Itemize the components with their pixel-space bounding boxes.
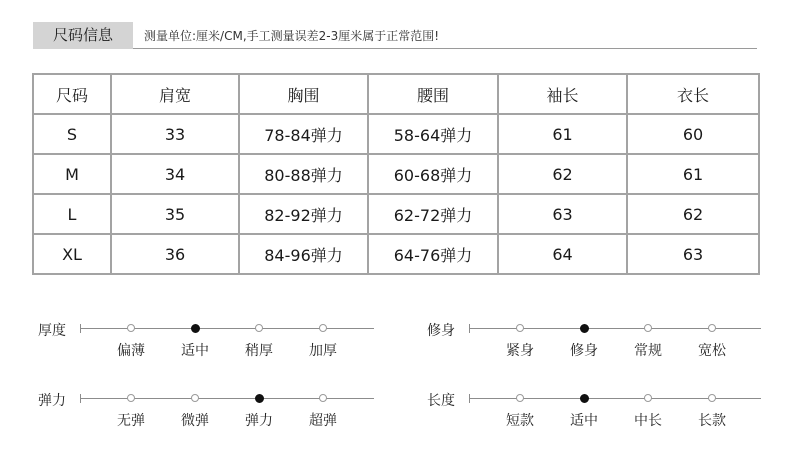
scale-dot: [516, 324, 524, 332]
header-chest: 胸围: [239, 74, 368, 114]
scale-option: 适中: [570, 413, 598, 429]
scale-option: 超弹: [309, 413, 337, 429]
scale-option: 微弹: [181, 413, 209, 429]
cell-waist: 62-72弹力: [368, 194, 498, 234]
section-header: [33, 22, 757, 49]
scale-option: 短款: [506, 413, 534, 429]
cell-size: L: [33, 194, 111, 234]
scale-dot-selected: [580, 324, 589, 333]
header-length: 衣长: [627, 74, 759, 114]
scale-dot: [319, 324, 327, 332]
scale-fit: [427, 320, 767, 370]
cell-waist: 64-76弹力: [368, 234, 498, 274]
scale-length: [427, 390, 767, 440]
table-header-row: [33, 74, 759, 114]
cell-sleeve: 63: [498, 194, 627, 234]
header-divider: [133, 48, 757, 49]
scale-dot: [319, 394, 327, 402]
scale-option: 加厚: [309, 343, 337, 359]
scale-option: 长款: [698, 413, 726, 429]
scale-option: 中长: [634, 413, 662, 429]
cell-size: M: [33, 154, 111, 194]
measurement-note: 测量单位:厘米/CM,手工测量误差2-3厘米属于正常范围!: [144, 29, 440, 43]
cell-length: 62: [627, 194, 759, 234]
cell-shoulder: 33: [111, 114, 239, 154]
scale-dot: [127, 394, 135, 402]
header-size: 尺码: [33, 74, 111, 114]
scale-dot: [708, 394, 716, 402]
header-shoulder: 肩宽: [111, 74, 239, 114]
cell-chest: 84-96弹力: [239, 234, 368, 274]
header-waist: 腰围: [368, 74, 498, 114]
header-sleeve: 袖长: [498, 74, 627, 114]
scale-dot: [516, 394, 524, 402]
scale-label: 厚度: [38, 323, 66, 339]
scale-dot-selected: [191, 324, 200, 333]
scale-dot: [708, 324, 716, 332]
scale-option: 宽松: [698, 343, 726, 359]
scale-label: 弹力: [38, 393, 66, 409]
scale-option: 修身: [570, 343, 598, 359]
table-row: [33, 234, 759, 274]
cell-sleeve: 64: [498, 234, 627, 274]
cell-shoulder: 35: [111, 194, 239, 234]
scale-dot-selected: [255, 394, 264, 403]
cell-waist: 60-68弹力: [368, 154, 498, 194]
scale-option: 适中: [181, 343, 209, 359]
scale-dot: [255, 324, 263, 332]
scale-dot: [191, 394, 199, 402]
cell-size: S: [33, 114, 111, 154]
size-table: [32, 73, 760, 275]
scale-elasticity: [38, 390, 378, 440]
scale-option: 弹力: [245, 413, 273, 429]
scale-dot-selected: [580, 394, 589, 403]
scale-track: [80, 398, 374, 399]
scale-label: 长度: [427, 393, 455, 409]
cell-shoulder: 36: [111, 234, 239, 274]
scale-option: 紧身: [506, 343, 534, 359]
scale-thickness: [38, 320, 378, 370]
cell-length: 61: [627, 154, 759, 194]
scale-option: 稍厚: [245, 343, 273, 359]
scale-dot: [644, 324, 652, 332]
cell-length: 63: [627, 234, 759, 274]
scale-dot: [127, 324, 135, 332]
cell-size: XL: [33, 234, 111, 274]
table-row: [33, 114, 759, 154]
table-row: [33, 194, 759, 234]
cell-waist: 58-64弹力: [368, 114, 498, 154]
scale-option: 常规: [634, 343, 662, 359]
scale-track: [469, 328, 761, 329]
cell-sleeve: 61: [498, 114, 627, 154]
cell-chest: 82-92弹力: [239, 194, 368, 234]
section-title: 尺码信息: [33, 22, 133, 49]
cell-length: 60: [627, 114, 759, 154]
cell-chest: 80-88弹力: [239, 154, 368, 194]
scale-option: 无弹: [117, 413, 145, 429]
scale-track: [80, 328, 374, 329]
scale-dot: [644, 394, 652, 402]
table-row: [33, 154, 759, 194]
cell-chest: 78-84弹力: [239, 114, 368, 154]
cell-sleeve: 62: [498, 154, 627, 194]
scale-label: 修身: [427, 323, 455, 339]
cell-shoulder: 34: [111, 154, 239, 194]
scale-option: 偏薄: [117, 343, 145, 359]
scale-track: [469, 398, 761, 399]
